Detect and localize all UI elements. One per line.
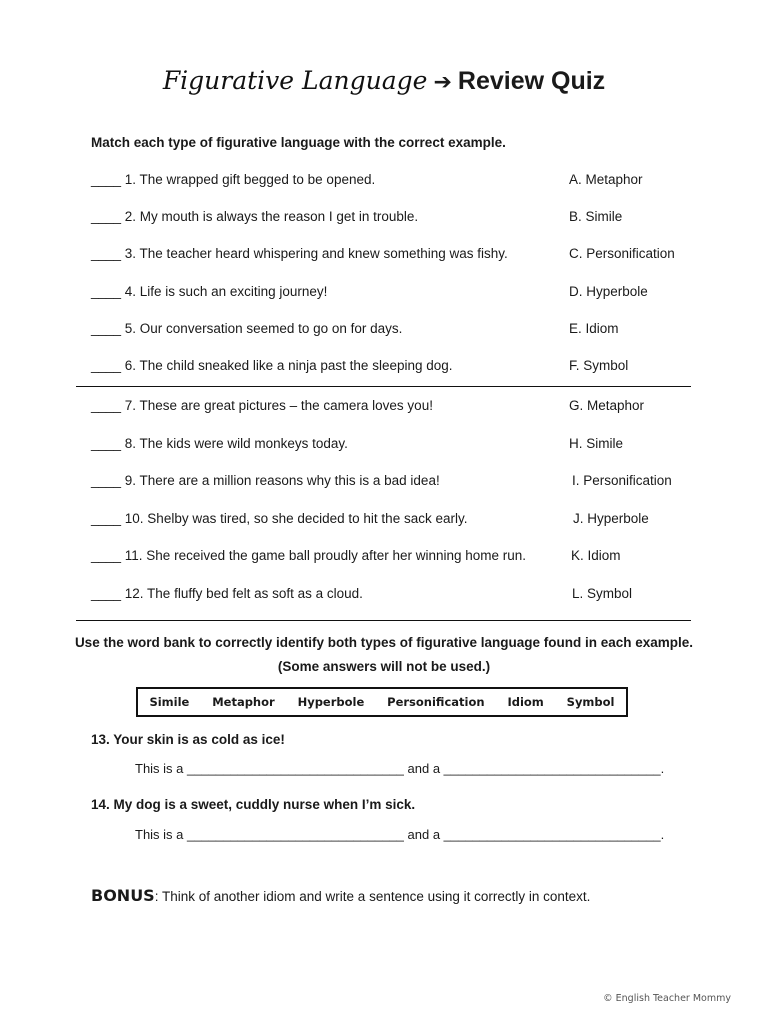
word-bank-term: Symbol <box>566 695 615 709</box>
answer-choice: C. Personification <box>569 246 675 261</box>
question-text: ____ 4. Life is such an exciting journey! <box>91 284 328 299</box>
question-row <box>91 284 691 304</box>
question-row <box>91 511 691 531</box>
question-text: ____ 1. The wrapped gift begged to be opened. <box>91 172 376 187</box>
answer-choice: D. Hyperbole <box>569 284 648 299</box>
word-bank-term: Idiom <box>507 695 544 709</box>
answer-choice: L. Symbol <box>572 586 633 601</box>
question-text: ____ 2. My mouth is always the reason I get in trouble. <box>91 209 419 224</box>
word-bank-term: Metaphor <box>212 695 275 709</box>
question-text: ____ 5. Our conversation seemed to go on for days. <box>91 321 403 336</box>
section-divider <box>76 386 691 387</box>
question-row <box>91 209 691 229</box>
question-13-answer-line[interactable]: This is a ______________________________ and a ______________________________. <box>135 761 665 776</box>
question-row <box>91 586 691 606</box>
question-row <box>91 398 691 418</box>
answer-choice: K. Idiom <box>571 548 621 563</box>
word-bank <box>136 687 628 717</box>
question-row <box>91 246 691 266</box>
matching-instructions: Match each type of figurative language with the correct example. <box>91 135 506 150</box>
title-script-text: Figurative Language <box>162 66 428 95</box>
word-bank-instructions: Use the word bank to correctly identify both types of figurative language found in each example. <box>74 635 694 650</box>
answer-choice: J. Hyperbole <box>573 511 649 526</box>
word-bank-term: Personification <box>387 695 485 709</box>
question-row <box>91 473 691 493</box>
word-bank-term: Hyperbole <box>297 695 365 709</box>
bonus-question <box>91 886 590 905</box>
question-text: ____ 7. These are great pictures – the camera loves you! <box>91 398 433 413</box>
question-14-prompt: 14. My dog is a sweet, cuddly nurse when I’m sick. <box>91 797 416 812</box>
question-text: ____ 11. She received the game ball proudly after her winning home run. <box>91 548 527 563</box>
question-row <box>91 436 691 456</box>
arrow-right-icon: ➔ <box>433 70 452 95</box>
answer-choice: G. Metaphor <box>569 398 645 413</box>
answer-choice: F. Symbol <box>569 358 629 373</box>
question-row <box>91 172 691 192</box>
page-title <box>0 66 768 96</box>
question-text: ____ 8. The kids were wild monkeys today. <box>91 436 348 451</box>
question-row <box>91 321 691 341</box>
answer-choice: E. Idiom <box>569 321 619 336</box>
word-bank-note: (Some answers will not be used.) <box>277 659 491 674</box>
question-text: ____ 6. The child sneaked like a ninja past the sleeping dog. <box>91 358 453 373</box>
bonus-label: BONUS <box>91 886 155 905</box>
answer-choice: B. Simile <box>569 209 623 224</box>
title-bold-text: Review Quiz <box>457 67 606 95</box>
answer-choice: A. Metaphor <box>569 172 643 187</box>
answer-choice: H. Simile <box>569 436 624 451</box>
question-text: ____ 12. The fluffy bed felt as soft as a cloud. <box>91 586 363 601</box>
copyright-notice: © English Teacher Mommy <box>603 993 731 1004</box>
question-13-prompt: 13. Your skin is as cold as ice! <box>91 732 285 747</box>
answer-choice: I. Personification <box>572 473 672 488</box>
question-text: ____ 10. Shelby was tired, so she decided to hit the sack early. <box>91 511 468 526</box>
word-bank-term: Simile <box>149 695 190 709</box>
question-row <box>91 548 691 568</box>
section-divider <box>76 620 691 621</box>
question-text: ____ 3. The teacher heard whispering and knew something was fishy. <box>91 246 508 261</box>
question-row <box>91 358 691 378</box>
question-14-answer-line[interactable]: This is a ______________________________ and a ______________________________. <box>135 827 665 842</box>
question-text: ____ 9. There are a million reasons why this is a bad idea! <box>91 473 440 488</box>
bonus-text: : Think of another idiom and write a sentence using it correctly in context. <box>154 889 591 904</box>
